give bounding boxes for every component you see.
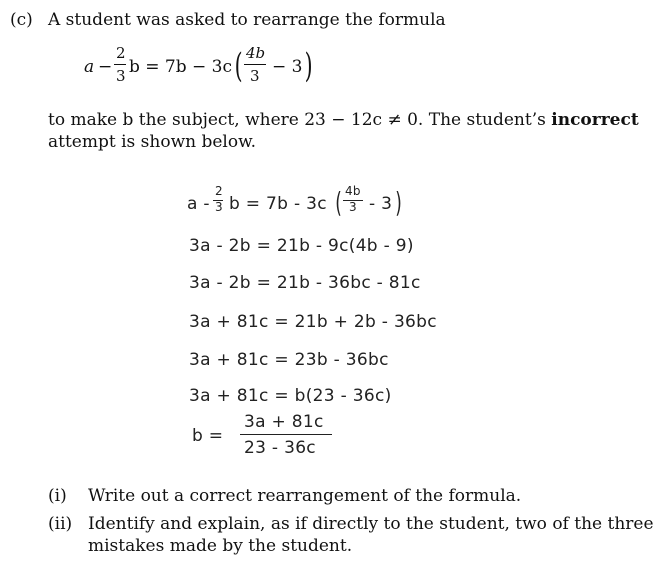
formula-right-paren: ) [304, 46, 313, 86]
attempt-line-4: 3a + 81c = 21b + 2b - 36bc [189, 312, 437, 332]
formula-frac-num: 2 [116, 44, 126, 62]
attempt-line-1: a - 2 3 b = 7b - 3c ( 4b 3 - 3 ) [187, 184, 402, 219]
formula-inner-num: 4b [246, 44, 266, 62]
formula-left-paren: ( [234, 46, 243, 86]
formula-minus-three: − 3 [272, 57, 303, 77]
formula-a: a [84, 57, 95, 77]
task-i-text: Write out a correct rearrangement of the formula. [88, 486, 522, 506]
incorrect-word: incorrect [551, 110, 639, 130]
attempt-line-7: b = 3a + 81c 23 - 36c [192, 412, 392, 462]
attempt-line-6: 3a + 81c = b(23 - 36c) [189, 386, 392, 406]
part-label: (c) [10, 10, 33, 30]
task-i-label: (i) [48, 486, 67, 506]
attempt-line-2: 3a - 2b = 21b - 9c(4b - 9) [189, 236, 414, 256]
typeset-formula [84, 38, 344, 98]
task-ii-text-2: mistakes made by the student. [88, 536, 353, 556]
formula-mid: b = 7b − 3c [129, 57, 233, 77]
subject-line: to make b the subject, where 23 − 12c ≠ 0. The student’s incorrect [48, 110, 639, 130]
formula-inner-den: 3 [250, 67, 260, 85]
attempt-line: attempt is shown below. [48, 132, 257, 152]
formula-frac-den: 3 [116, 67, 126, 85]
question-intro: A student was asked to rearrange the formula [48, 10, 446, 30]
formula-minus: − [98, 57, 113, 77]
task-ii-text: Identify and explain, as if directly to the student, two of the three [88, 514, 654, 534]
task-ii-label: (ii) [48, 514, 73, 534]
attempt-line-3: 3a - 2b = 21b - 36bc - 81c [189, 273, 421, 293]
attempt-line-5: 3a + 81c = 23b - 36bc [189, 350, 389, 370]
